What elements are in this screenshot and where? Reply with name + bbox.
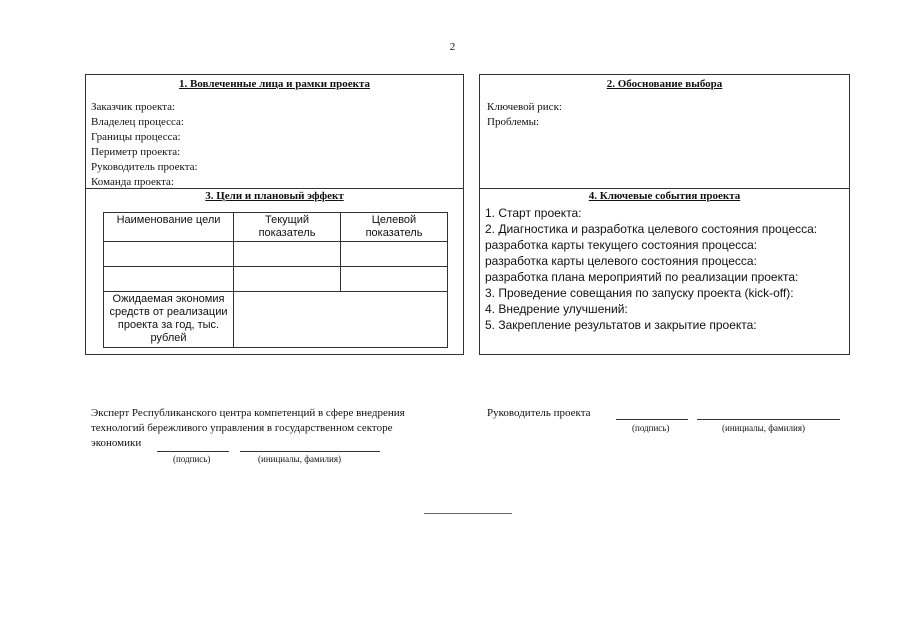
right-block-divider: [479, 188, 850, 189]
section1-title: 1. Вовлеченные лица и рамки проекта: [178, 78, 371, 90]
footer-rule: [424, 513, 512, 514]
goals-table-header-row: [104, 213, 448, 242]
manager-signature-underline: [616, 419, 688, 420]
process-owner-label: Владелец процесса:: [91, 116, 184, 128]
section2-title: 2. Обоснование выбора: [606, 78, 723, 90]
expected-savings-label: Ожидаемая экономия средств от реализации проекта за год, тыс. рублей: [104, 292, 234, 348]
expert-name-underline: [240, 451, 380, 452]
event-start: 1. Старт проекта:: [485, 206, 582, 220]
table-row: [104, 267, 448, 292]
manager-name-underline: [697, 419, 840, 420]
project-team-label: Команда проекта:: [91, 176, 174, 188]
project-perimeter-label: Периметр проекта:: [91, 146, 181, 158]
manager-signature-label: Руководитель проекта: [487, 407, 591, 419]
event-current-map: разработка карты текущего состояния процесса:: [485, 238, 758, 252]
goals-table: [103, 212, 448, 348]
expected-savings-value: [234, 292, 448, 348]
table-row: [104, 242, 448, 267]
section1-fields: [91, 100, 198, 190]
problems-label: Проблемы:: [487, 116, 540, 128]
event-diagnostics: 2. Диагностика и разработка целевого состояния процесса:: [485, 222, 818, 236]
manager-caption-signature: (подпись): [632, 423, 670, 433]
event-action-plan: разработка плана мероприятий по реализации проекта:: [485, 270, 799, 284]
event-kickoff: 3. Проведение совещания по запуску проекта (kick-off):: [485, 286, 794, 300]
section3-title: 3. Цели и плановый эффект: [205, 190, 344, 202]
section4-title: 4. Ключевые события проекта: [588, 190, 741, 202]
savings-row: [104, 292, 448, 348]
section2-fields: [487, 100, 562, 130]
project-manager-label: Руководитель проекта:: [91, 161, 198, 173]
customer-label: Заказчик проекта:: [91, 101, 176, 113]
expert-signature-line1: Эксперт Республиканского центра компетенций в сфере внедрения: [91, 407, 405, 419]
event-improvements: 4. Внедрение улучшений:: [485, 302, 628, 316]
key-risk-label: Ключевой риск:: [487, 101, 562, 113]
expert-caption-signature: (подпись): [173, 454, 211, 464]
expert-signature-line2: технологий бережливого управления в государственном секторе: [91, 422, 393, 434]
expert-signature-underline: [157, 451, 229, 452]
event-closing: 5. Закрепление результатов и закрытие проекта:: [485, 318, 757, 332]
goal-name-header: Наименование цели: [104, 213, 234, 242]
page-number: 2: [449, 41, 456, 53]
expert-signature-line3: экономики: [91, 437, 142, 449]
event-target-map: разработка карты целевого состояния процесса:: [485, 254, 757, 268]
target-value-header: Целевой показатель: [341, 213, 448, 242]
current-value-header: Текущий показатель: [234, 213, 341, 242]
expert-caption-name: (инициалы, фамилия): [258, 454, 341, 464]
section4-events: [485, 205, 817, 333]
manager-caption-name: (инициалы, фамилия): [722, 423, 805, 433]
process-boundaries-label: Границы процесса:: [91, 131, 181, 143]
